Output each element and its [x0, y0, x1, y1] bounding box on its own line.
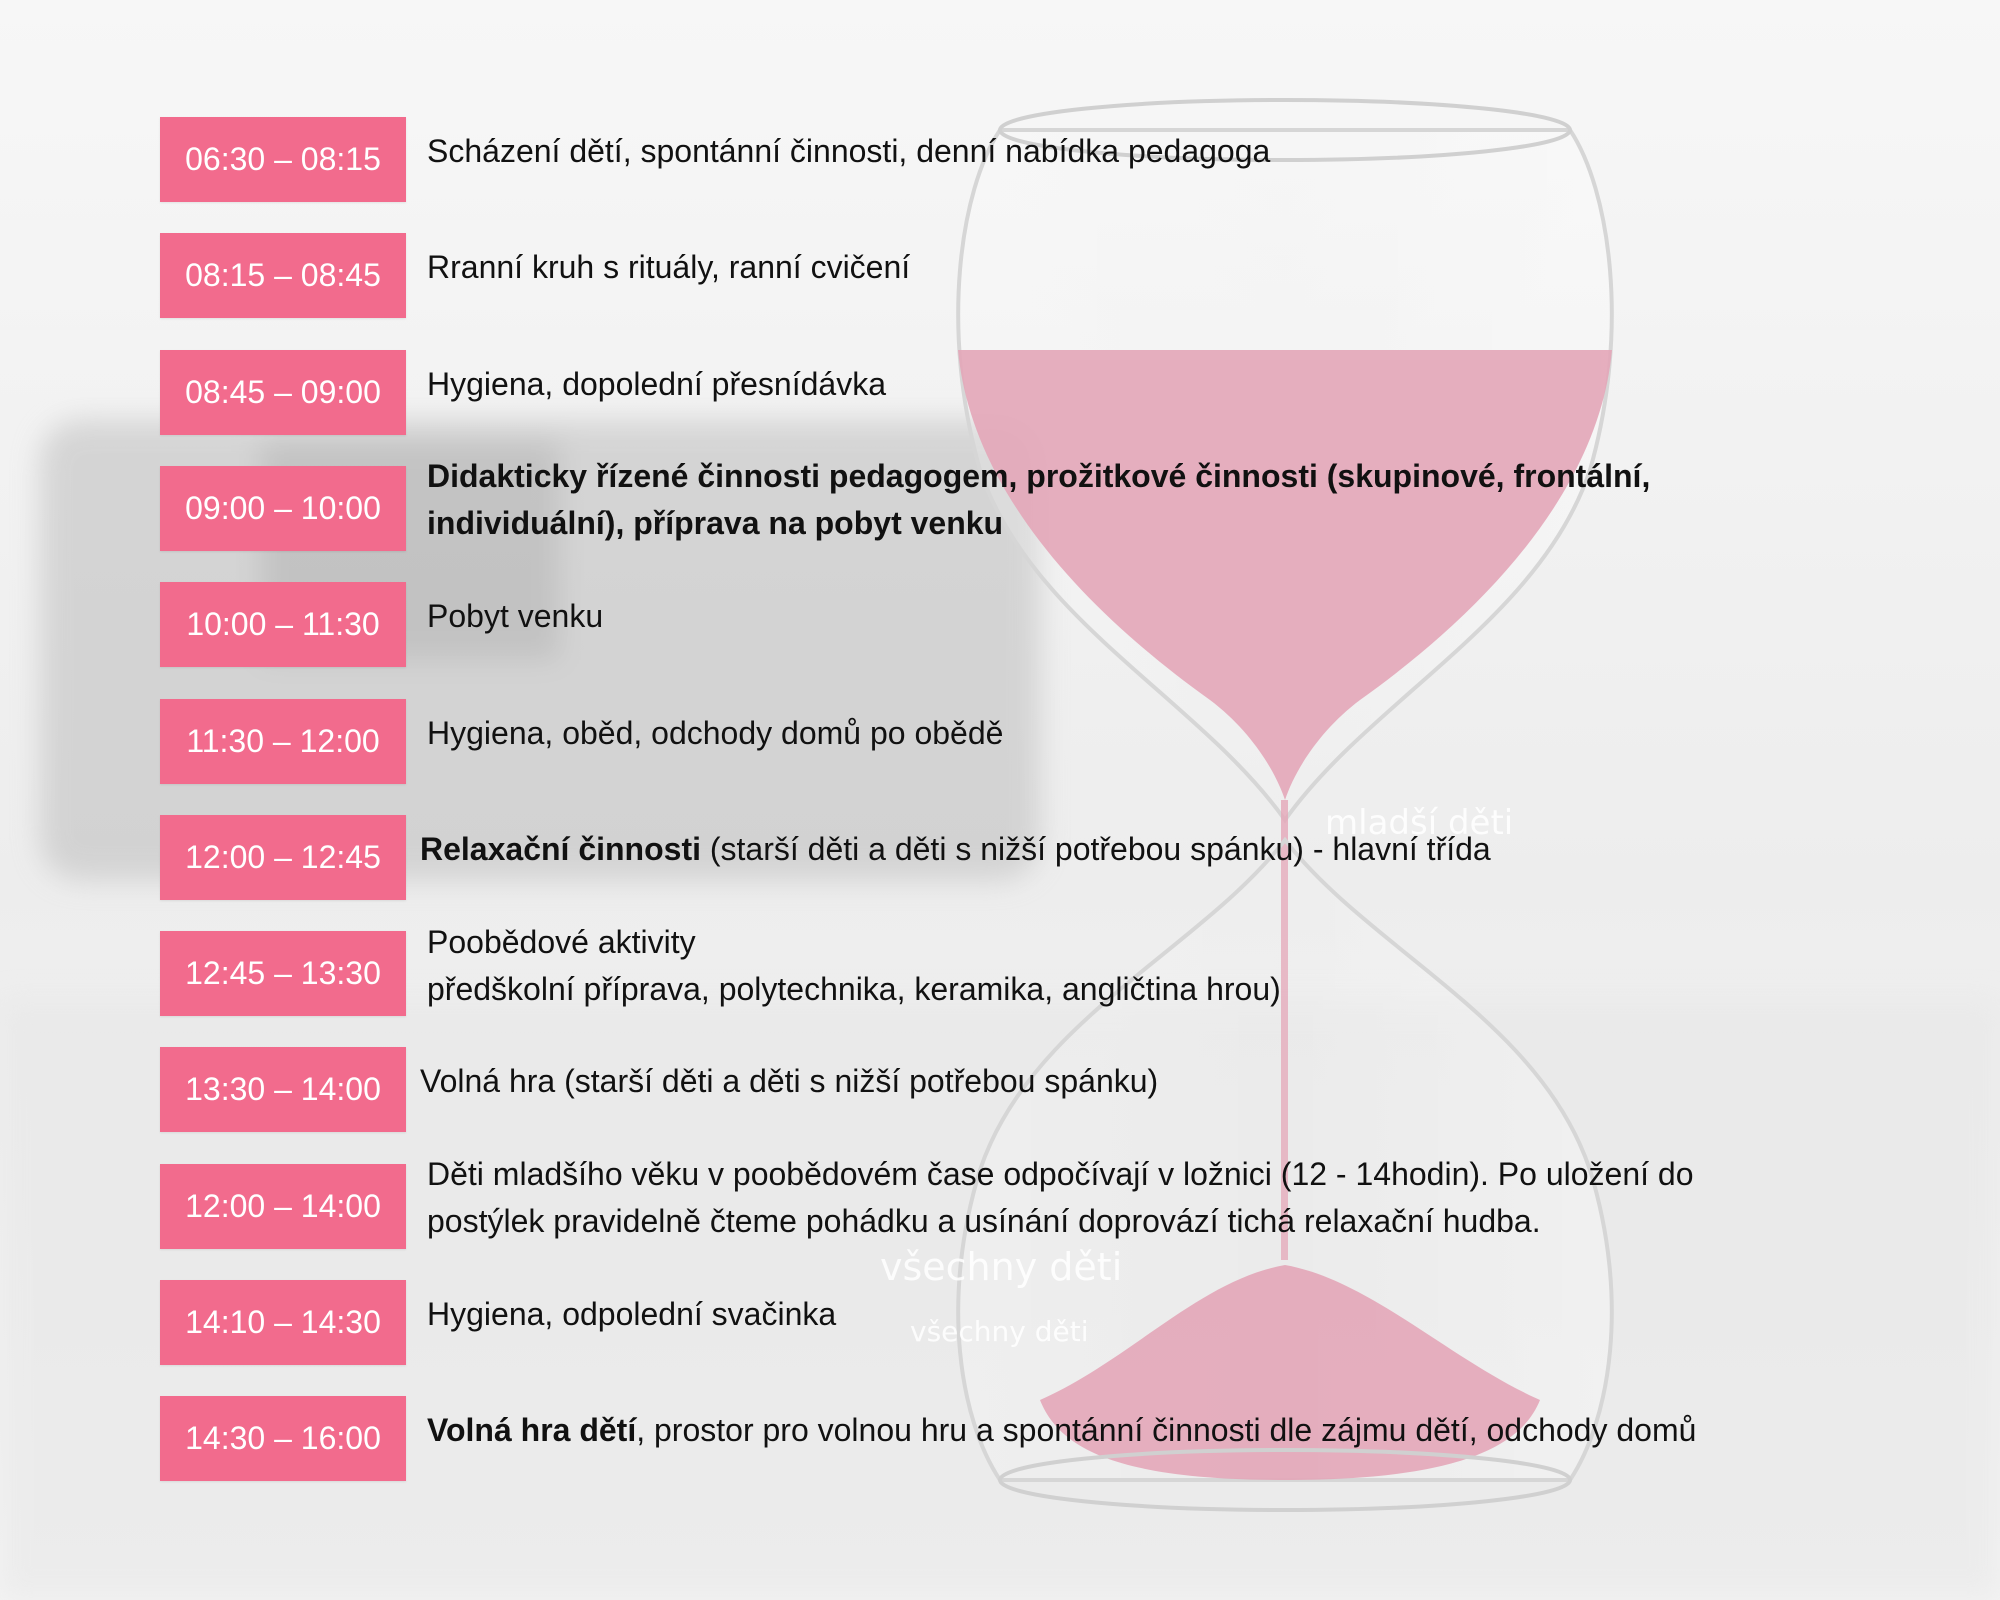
schedule-row	[0, 350, 2000, 435]
activity-text: postýlek pravidelně čteme pohádku a usínání doprovází tichá relaxační hudba.	[427, 1203, 1541, 1240]
background-label-younger: mladší děti	[1325, 803, 1514, 843]
activity-line	[427, 710, 1847, 757]
activity-text: Pobyt venku	[427, 598, 604, 635]
activity-line	[420, 1058, 1840, 1105]
activity-text-bold: individuální), příprava na pobyt venku	[427, 505, 1004, 542]
activity-description	[427, 128, 1847, 175]
activity-line	[427, 500, 1847, 547]
time-badge: 10:00 – 11:30	[160, 582, 406, 667]
activity-description	[420, 826, 1840, 873]
time-badge: 08:15 – 08:45	[160, 233, 406, 318]
background-label-all-small: všechny děti	[910, 1315, 1089, 1348]
activity-description	[420, 1058, 1840, 1105]
schedule-row	[0, 582, 2000, 667]
schedule-row	[0, 458, 2000, 551]
activity-text: Hygiena, dopolední přesnídávka	[427, 365, 886, 402]
activity-line	[427, 244, 1847, 291]
time-badge: 13:30 – 14:00	[160, 1047, 406, 1132]
activity-description	[427, 244, 1847, 291]
activity-line	[427, 128, 1847, 175]
schedule-row	[0, 1280, 2000, 1365]
time-badge: 14:10 – 14:30	[160, 1280, 406, 1365]
activity-text-bold: Didakticky řízené činnosti pedagogem, prožitkové činnosti (skupinové, frontální,	[427, 458, 1651, 495]
activity-line	[427, 1151, 1847, 1198]
activity-line	[427, 919, 1847, 966]
activity-text-bold: Volná hra dětí	[427, 1412, 637, 1449]
activity-text: (starší děti a děti s nižší potřebou spánku) - hlavní třída	[700, 830, 1491, 867]
activity-description	[427, 453, 1847, 547]
schedule-row	[0, 1047, 2000, 1132]
time-badge: 08:45 – 09:00	[160, 350, 406, 435]
activity-description	[427, 593, 1847, 640]
activity-line	[427, 1198, 1847, 1245]
activity-text: Scházení dětí, spontánní činnosti, denní nabídka pedagoga	[427, 133, 1271, 169]
activity-line	[427, 1407, 1847, 1454]
activity-line	[420, 826, 1840, 873]
time-badge: 09:00 – 10:00	[160, 466, 406, 551]
time-badge: 12:45 – 13:30	[160, 931, 406, 1016]
schedule-row	[0, 699, 2000, 784]
activity-text: Hygiena, odpolední svačinka	[427, 1296, 837, 1332]
schedule-row	[0, 815, 2000, 900]
activity-text: předškolní příprava, polytechnika, keramika, angličtina hrou)	[427, 970, 1281, 1007]
activity-text: Rranní kruh s rituály, ranní cvičení	[427, 249, 911, 286]
activity-line	[427, 1291, 1847, 1338]
activity-text-bold: Relaxační činnosti	[420, 830, 701, 867]
activity-description	[427, 1407, 1847, 1454]
activity-line	[427, 361, 1847, 408]
activity-text: Děti mladšího věku v poobědovém čase odpočívají v ložnici (12 - 14hodin). Po uložení do	[427, 1156, 1694, 1193]
schedule-row	[0, 233, 2000, 318]
time-badge: 11:30 – 12:00	[160, 699, 406, 784]
time-badge: 12:00 – 12:45	[160, 815, 406, 900]
schedule-row	[0, 1156, 2000, 1249]
schedule-row	[0, 1396, 2000, 1481]
activity-text: , prostor pro volnou hru a spontánní činnosti dle zájmu dětí, odchody domů	[636, 1412, 1697, 1449]
activity-text: Poobědové aktivity	[427, 923, 696, 960]
activity-text: Hygiena, oběd, odchody domů po obědě	[427, 714, 1004, 751]
activity-line	[427, 593, 1847, 640]
activity-description	[427, 710, 1847, 757]
schedule-row	[0, 117, 2000, 202]
background-label-all: všechny děti	[880, 1245, 1123, 1289]
activity-description	[427, 361, 1847, 408]
activity-text: Volná hra (starší děti a děti s nižší potřebou spánku)	[420, 1063, 1159, 1100]
time-badge: 12:00 – 14:00	[160, 1164, 406, 1249]
activity-line	[427, 966, 1847, 1013]
activity-line	[427, 453, 1847, 500]
activity-description	[427, 1151, 1847, 1245]
activity-description	[427, 1291, 1847, 1338]
time-badge: 06:30 – 08:15	[160, 117, 406, 202]
time-badge: 14:30 – 16:00	[160, 1396, 406, 1481]
schedule-row	[0, 923, 2000, 1016]
activity-description	[427, 919, 1847, 1013]
